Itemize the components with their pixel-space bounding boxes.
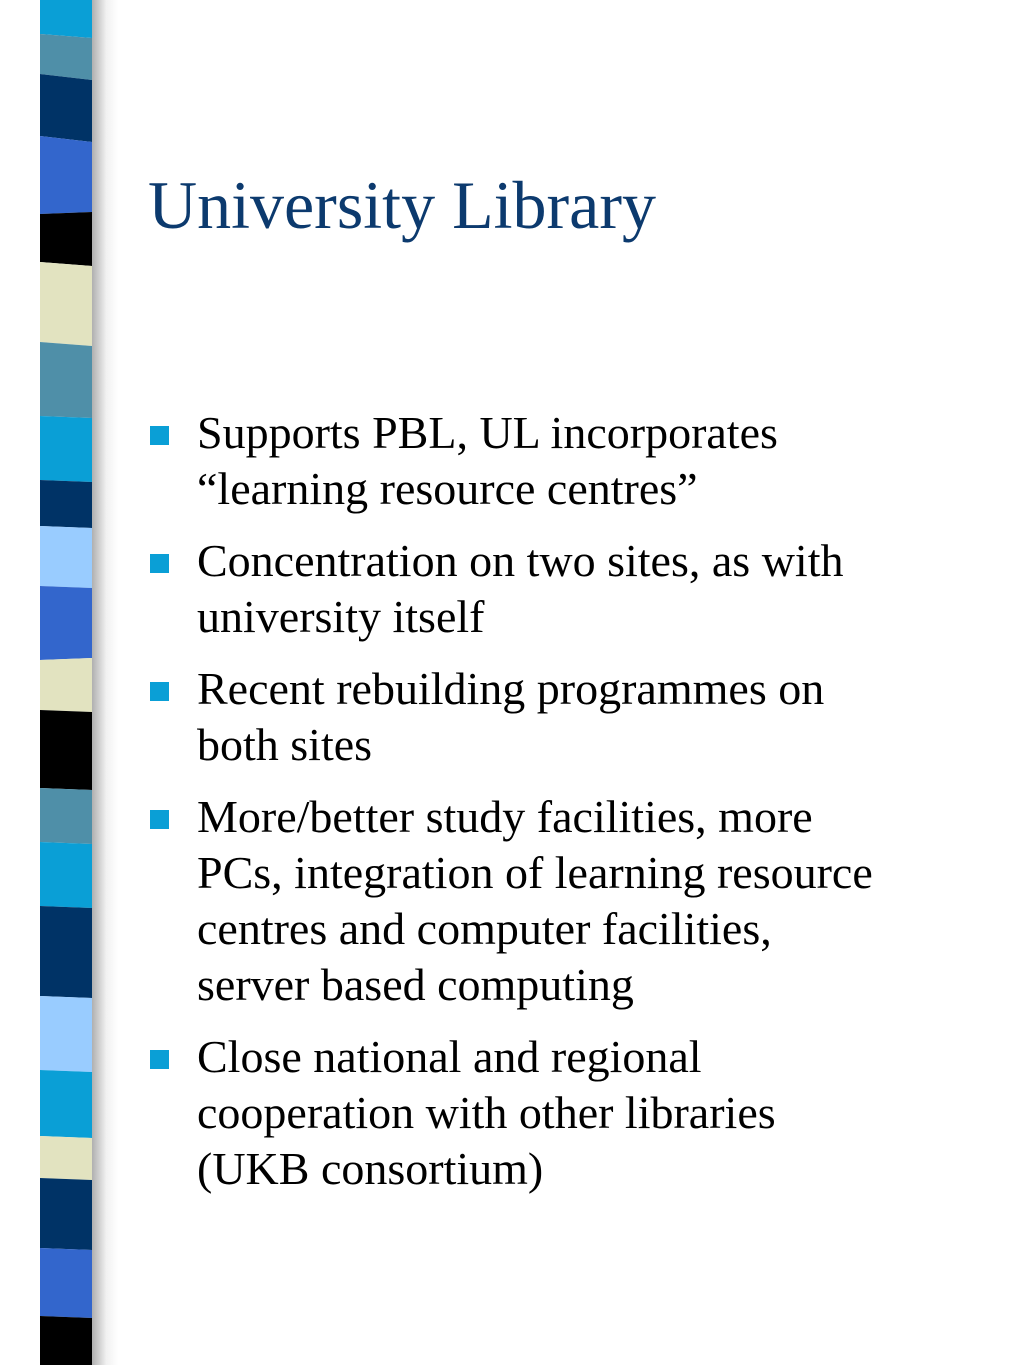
bullet-line: university itself xyxy=(197,591,485,642)
bullet-line: “learning resource centres” xyxy=(197,463,698,514)
bullet-line: Close national and regional xyxy=(197,1031,702,1082)
stripe-band xyxy=(40,1178,92,1250)
bullet-item xyxy=(148,533,998,645)
square-bullet-icon xyxy=(150,554,169,573)
bullet-line: server based computing xyxy=(197,959,634,1010)
stripe-band xyxy=(40,74,92,142)
stripe-band xyxy=(40,842,92,908)
stripe-band xyxy=(40,416,92,482)
bullet-line: Concentration on two sites, as with xyxy=(197,535,844,586)
square-bullet-icon xyxy=(150,682,169,701)
stripe-band xyxy=(40,788,92,844)
stripe-band xyxy=(40,0,92,38)
stripe-band xyxy=(40,710,92,790)
stripe-band xyxy=(40,906,92,998)
square-bullet-icon xyxy=(150,426,169,445)
stripe-band xyxy=(40,480,92,528)
stripe-band xyxy=(40,34,92,80)
stripe-band xyxy=(40,262,92,346)
stripe-band xyxy=(40,212,92,266)
stripe-band xyxy=(40,1248,92,1318)
bullet-item xyxy=(148,1029,998,1197)
stripe-band xyxy=(40,1316,92,1365)
decorative-stripe xyxy=(0,0,120,1365)
bullet-item xyxy=(148,789,998,1013)
stripe-band xyxy=(40,996,92,1072)
bullet-line: PCs, integration of learning resource xyxy=(197,847,873,898)
stripe-band xyxy=(40,1136,92,1180)
stripe-band xyxy=(40,526,92,588)
bullet-line: both sites xyxy=(197,719,373,770)
bullet-line: More/better study facilities, more xyxy=(197,791,813,842)
bullet-line: cooperation with other libraries xyxy=(197,1087,776,1138)
bullet-item xyxy=(148,661,998,773)
stripe-band xyxy=(40,136,92,214)
stripe-band xyxy=(40,1070,92,1138)
stripe-band xyxy=(40,658,92,712)
bullet-line: Recent rebuilding programmes on xyxy=(197,663,825,714)
bullet-line: Supports PBL, UL incorporates xyxy=(197,407,778,458)
slide-title: University Library xyxy=(148,167,656,243)
bullet-line: (UKB consortium) xyxy=(197,1143,544,1194)
square-bullet-icon xyxy=(150,1050,169,1069)
square-bullet-icon xyxy=(150,810,169,829)
stripe-band xyxy=(40,586,92,660)
bullet-line: centres and computer facilities, xyxy=(197,903,772,954)
bullet-item xyxy=(148,405,998,517)
stripe-band xyxy=(40,342,92,418)
bullet-list xyxy=(148,405,998,1213)
